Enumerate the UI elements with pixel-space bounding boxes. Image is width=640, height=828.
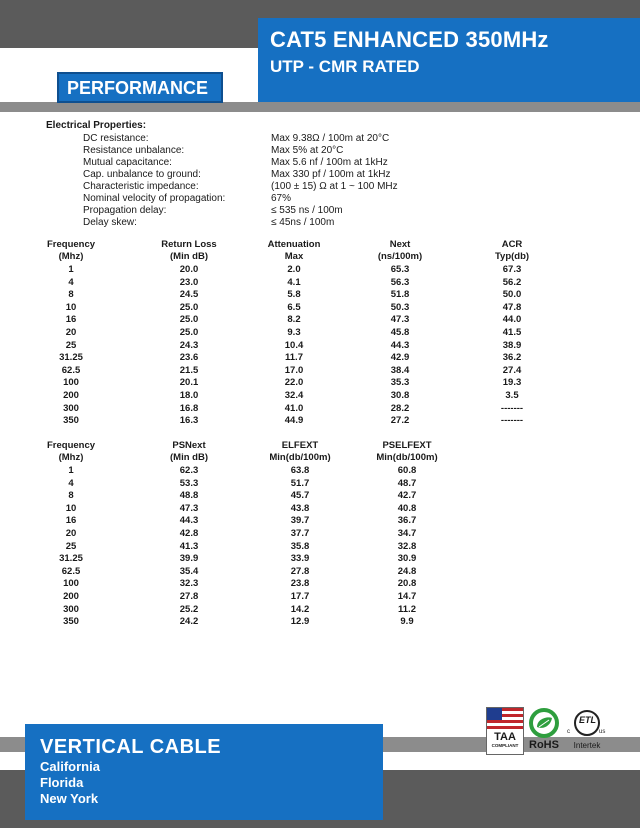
table-cell: 39.7 [290,515,310,527]
property-value: ≤ 535 ns / 100m [271,205,343,216]
column-header: (ns/100m) [377,251,423,262]
table-cell: 41.5 [502,327,522,338]
table-cell: 4.1 [287,276,301,288]
table-cell: 25.0 [179,301,199,313]
table-row [0,277,640,289]
table-cell: 24.2 [179,616,199,628]
location-florida: Florida [40,775,84,790]
taa-label: TAA [494,731,516,743]
property-value: Max 330 pf / 100m at 1kHz [271,169,391,180]
table-cell: 19.3 [502,377,522,389]
table-row [0,541,640,553]
table-row [0,327,640,339]
property-value: Max 5% at 20°C [271,145,344,156]
table-row [0,616,640,628]
table-row [0,377,640,389]
column-header: PSELFEXT [382,440,432,451]
table-cell: 50.3 [390,301,410,313]
table-cell: 47.8 [502,301,522,313]
table-cell: 62.5 [61,364,81,376]
property-value: Max 9.38Ω / 100m at 20°C [271,133,390,144]
table-cell: 51.7 [290,477,310,489]
taa-sub: COMPLIANT [491,743,519,748]
electrical-row [83,217,483,229]
table-row [0,528,640,540]
table-cell: ------- [500,402,524,414]
table-row [0,591,640,603]
table-cell: 17.0 [284,364,304,376]
table-row [0,390,640,402]
table-cell: 45.7 [290,490,310,502]
table-row [0,465,640,477]
table-row [0,302,640,314]
section-band [0,102,640,112]
property-name: Cap. unbalance to ground: [83,169,201,180]
table-cell: 300 [63,603,79,615]
table-cell: 16.8 [179,402,199,414]
table-cell: 48.8 [179,490,199,502]
table-row [0,503,640,515]
table-cell: 35.3 [390,377,410,389]
table-row [0,515,640,527]
table-cell: 36.7 [397,515,417,527]
table-cell: 27.4 [502,364,522,376]
table-row [0,403,640,415]
table-cell: 20.0 [179,264,199,275]
table-cell: 27.2 [390,415,410,427]
table-row [0,340,640,352]
table-cell: 33.9 [290,553,310,565]
table-cell: 22.0 [284,377,304,389]
table-cell: 41.0 [284,402,304,414]
etl-logo [565,707,609,753]
property-name: DC resistance: [83,133,149,144]
table-cell: 35.8 [290,540,310,552]
table-cell: 20 [65,528,77,539]
table-cell: 40.8 [397,502,417,514]
table-cell: 20 [65,327,77,338]
property-name: Nominal velocity of propagation: [83,193,226,204]
table-cell: 16 [65,314,77,326]
table-cell: 56.2 [502,276,522,288]
table-cell: 44.3 [390,339,410,351]
property-name: Characteristic impedance: [83,181,199,192]
table-header-row [0,452,640,464]
table-cell: 53.3 [179,477,199,489]
table-row [0,415,640,427]
column-header: PSNext [172,440,206,451]
table-cell: 300 [63,402,79,414]
table-cell: 8.2 [287,314,301,326]
table-cell: 25.0 [179,314,199,326]
table-cell: 24.5 [179,289,199,301]
table-cell: 14.2 [290,603,310,615]
table-cell: 23.6 [179,352,199,364]
table-cell: 100 [63,377,79,389]
property-value: (100 ± 15) Ω at 1 ~ 100 MHz [271,181,398,192]
property-value: Max 5.6 nf / 100m at 1kHz [271,157,388,168]
table-cell: 47.3 [179,502,199,514]
etl-us: us [599,729,606,735]
column-header: (Min dB) [170,452,208,463]
column-header: (Min dB) [170,251,208,262]
table-cell: 4 [68,477,74,489]
table-cell: 9.9 [400,616,414,628]
table-cell: 5.8 [287,289,301,301]
table-cell: 1 [68,465,74,476]
column-header: ELFEXT [281,440,319,451]
table-cell: 25 [65,339,77,351]
table-cell: 31.25 [59,553,83,565]
table-cell: 30.9 [397,553,417,565]
table-row [0,553,640,565]
product-title: CAT5 ENHANCED 350MHz [270,27,549,52]
location-california: California [40,759,100,774]
table-cell: 60.8 [397,465,417,476]
table-cell: 350 [63,415,79,427]
table-cell: 25 [65,540,77,552]
table-cell: 56.3 [390,276,410,288]
table-cell: 47.3 [390,314,410,326]
table-cell: 38.9 [502,339,522,351]
table-cell: 350 [63,616,79,628]
table-cell: ------- [500,415,524,427]
table-cell: 65.3 [390,264,410,275]
table-cell: 28.2 [390,402,410,414]
table-row [0,578,640,590]
table-cell: 20.8 [397,578,417,590]
table-cell: 4 [68,276,74,288]
table-cell: 9.3 [287,327,301,338]
table-header-row [0,239,640,251]
table-cell: 20.1 [179,377,199,389]
table-cell: 11.7 [285,352,303,364]
table-cell: 11.2 [398,603,416,615]
table-cell: 23.8 [290,578,310,590]
column-header: Min(db/100m) [376,452,438,463]
column-header: Max [284,251,304,262]
table-cell: 32.4 [284,390,304,401]
table-cell: 100 [63,578,79,590]
table-cell: 41.3 [179,540,199,552]
section-label: PERFORMANCE [57,72,223,103]
table-cell: 2.0 [287,264,301,275]
property-value: 67% [271,193,292,204]
table-cell: 10 [65,502,77,514]
table-cell: 21.5 [179,364,199,376]
etl-mark-text: ETL [579,715,596,725]
table-cell: 6.5 [287,301,301,313]
column-header: Attenuation [267,239,321,250]
etl-sub: Intertek [573,741,601,750]
table-cell: 42.8 [179,528,199,539]
etl-c: c [567,729,570,735]
us-flag-icon [487,708,523,730]
table-cell: 42.7 [397,490,417,502]
table-cell: 30.8 [390,390,410,401]
table-cell: 45.8 [390,327,410,338]
table-cell: 63.8 [290,465,310,476]
table-cell: 37.7 [290,528,310,539]
column-header: Frequency [46,239,96,250]
table-cell: 36.2 [502,352,522,364]
table-row [0,365,640,377]
table-cell: 50.0 [502,289,522,301]
rohs-logo [525,707,563,753]
electrical-row [83,133,483,145]
table-cell: 10.4 [284,339,304,351]
table-row [0,566,640,578]
property-name: Propagation delay: [83,205,167,216]
table-row [0,478,640,490]
table-cell: 10 [65,301,77,313]
column-header: ACR [501,239,523,250]
table-row [0,289,640,301]
table-cell: 14.7 [397,591,417,602]
table-row [0,604,640,616]
table-row [0,264,640,276]
table-header-row [0,251,640,263]
column-header: Min(db/100m) [269,452,331,463]
title-banner [258,18,640,102]
table-cell: 44.0 [502,314,522,326]
table-cell: 31.25 [59,352,83,364]
table-cell: 62.5 [61,565,81,577]
property-name: Delay skew: [83,217,137,228]
table-cell: 62.3 [179,465,199,476]
table-row [0,490,640,502]
column-header: Frequency [46,440,96,451]
table-cell: 12.9 [290,616,310,628]
recycle-leaf-icon [525,707,563,739]
table-cell: 39.9 [179,553,199,565]
taa-logo [486,707,524,755]
table-row [0,352,640,364]
table-cell: 25.2 [179,603,199,615]
property-value: ≤ 45ns / 100m [271,217,335,228]
column-header: (Mhz) [58,251,84,262]
table-cell: 67.3 [502,264,522,275]
electrical-row [83,205,483,217]
table-cell: 42.9 [390,352,410,364]
column-header: Typ(db) [494,251,530,262]
table-cell: 32.8 [397,540,417,552]
table-cell: 200 [63,390,79,401]
table-cell: 17.7 [290,591,310,602]
table-cell: 8 [68,289,74,301]
product-subtitle: UTP - CMR RATED [270,57,420,76]
table-cell: 44.9 [284,415,304,427]
table-cell: 32.3 [179,578,199,590]
table-cell: 27.8 [179,591,199,602]
table-cell: 18.0 [179,390,199,401]
table-cell: 38.4 [390,364,410,376]
table-row [0,314,640,326]
table-cell: 3.5 [505,390,519,401]
company-name: VERTICAL CABLE [40,736,222,758]
table-cell: 24.8 [397,565,417,577]
table-cell: 48.7 [397,477,417,489]
table-cell: 16.3 [179,415,199,427]
column-header: (Mhz) [58,452,84,463]
electrical-heading: Electrical Properties: [46,120,147,131]
table-cell: 8 [68,490,74,502]
table-cell: 25.0 [179,327,199,338]
table-cell: 16 [65,515,77,527]
electrical-row [83,145,483,157]
location-new-york: New York [40,791,99,806]
table-cell: 51.8 [390,289,410,301]
electrical-row [83,181,483,193]
table-cell: 44.3 [179,515,199,527]
column-header: Return Loss [161,239,217,250]
company-banner [25,724,383,820]
rohs-label: RoHS [529,739,559,751]
electrical-row [83,157,483,169]
table-cell: 23.0 [179,276,199,288]
table-cell: 200 [63,591,79,602]
column-header: Next [389,239,411,250]
table-cell: 1 [68,264,74,275]
property-name: Mutual capacitance: [83,157,172,168]
table-cell: 34.7 [397,528,417,539]
electrical-row [83,169,483,181]
table-header-row [0,440,640,452]
table-cell: 27.8 [290,565,310,577]
property-name: Resistance unbalance: [83,145,185,156]
table-cell: 35.4 [179,565,199,577]
table-cell: 24.3 [179,339,199,351]
table-cell: 43.8 [290,502,310,514]
electrical-row [83,193,483,205]
